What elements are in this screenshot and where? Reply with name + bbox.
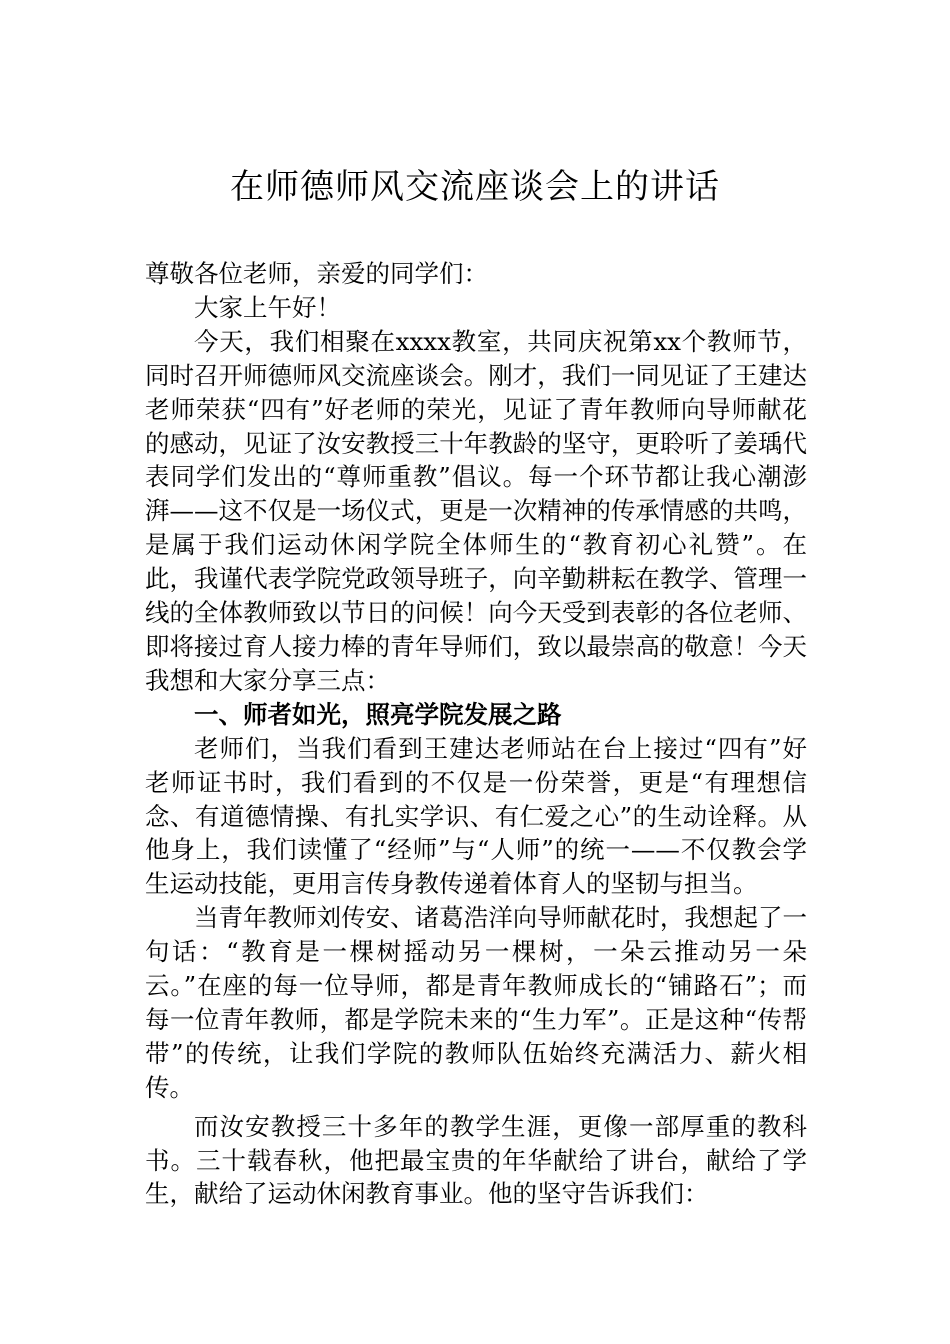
document-title: 在师德师风交流座谈会上的讲话 xyxy=(230,167,720,207)
paragraph-1: 今天，我们相聚在xxxx教室，共同庆祝第xx个教师节，同时召开师德师风交流座谈会。刚才，我们一同见证了王建达老师荣获“四有”好老师的荣光，见证了青年教师向导师献花的感动，见证了汝安教授三十年教龄的坚守，更聆听了姜瑀代表同学们发出的“尊师重教”倡议。每一个环节都让我心潮澎湃——这不仅是一场仪式，更是一次精神的传承情感的共鸣，是属于我们运动休闲学院全体师生的“教育初心礼赞”。在此，我谨代表学院党政领导班子，向辛勤耕耘在教学、管理一线的全体教师致以节日的问候！向今天受到表彰的各位老师、即将接过育人接力棒的青年导师们，致以最崇高的敬意！今天我想和大家分享三点： xyxy=(145,326,807,695)
paragraph-3: 当青年教师刘传安、诸葛浩洋向导师献花时，我想起了一句话：“教育是一棵树摇动另一棵树，一朵云推动另一朵云。”在座的每一位导师，都是青年教师成长的“铺路石”；而每一位青年教师，都是学院未来的“生力军”。正是这种“传帮带”的传统，让我们学院的教师队伍始终充满活力、薪火相传。 xyxy=(145,903,807,1102)
greeting: 大家上午好！ xyxy=(194,292,341,322)
paragraph-2: 老师们，当我们看到王建达老师站在台上接过“四有”好老师证书时，我们看到的不仅是一份荣誉，更是“有理想信念、有道德情操、有扎实学识、有仁爱之心”的生动诠释。从他身上，我们读懂了“经师”与“人师”的统一——不仅教会学生运动技能，更用言传身教传递着体育人的坚韧与担当。 xyxy=(145,733,807,899)
document-body xyxy=(145,257,807,1211)
section-1-heading: 一、师者如光，照亮学院发展之路 xyxy=(194,699,562,729)
salutation: 尊敬各位老师，亲爱的同学们： xyxy=(145,259,488,288)
paragraph-4: 而汝安教授三十多年的教学生涯，更像一部厚重的教科书。三十载春秋，他把最宝贵的年华献给了讲台，献给了学生，献给了运动休闲教育事业。他的坚守告诉我们： xyxy=(145,1111,807,1209)
